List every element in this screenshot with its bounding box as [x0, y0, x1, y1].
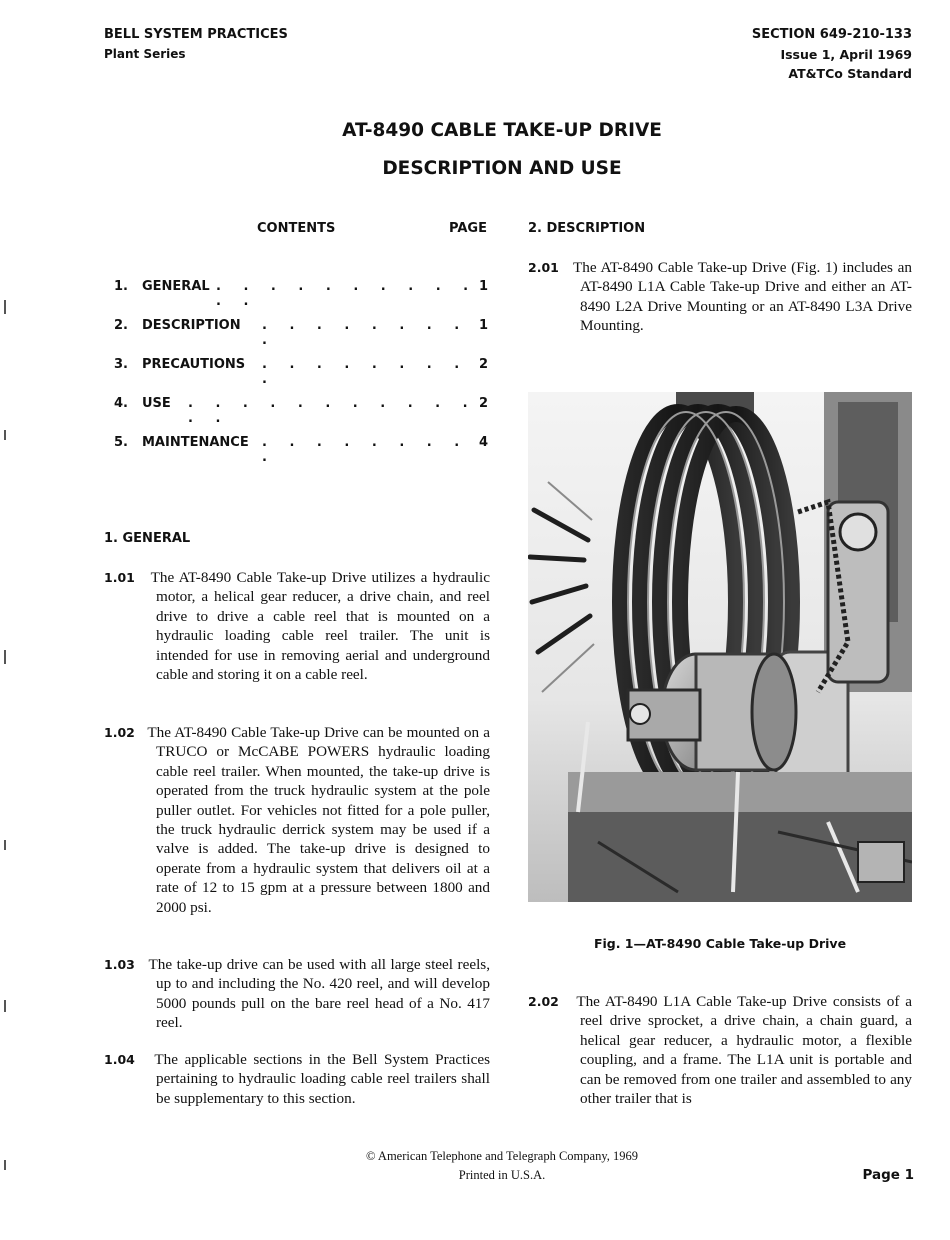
scan-mark	[4, 1160, 6, 1170]
toc-entry-page: 1	[478, 279, 488, 294]
toc-entry-title: USE	[142, 396, 171, 411]
paragraph-1-01	[104, 568, 490, 684]
section-number: SECTION 649-210-133	[751, 27, 912, 42]
paragraph-2-02	[528, 992, 912, 1108]
paragraph-1-04	[104, 1050, 490, 1108]
paragraph-text: The AT-8490 L1A Cable Take-up Drive consists of a reel drive sprocket, a drive chain, a chain guard, a helical gear reducer, a hydraulic motor, a flexible coupling, and a frame. The L1A unit is portable and can be removed from one trailer and assembled to any other trailer that is	[576, 993, 912, 1108]
paragraph-1-02	[104, 723, 490, 917]
document-subtitle: DESCRIPTION AND USE	[382, 158, 622, 179]
toc-entry-number: 1.	[114, 279, 128, 294]
scan-mark	[4, 430, 6, 440]
scan-mark	[4, 650, 6, 664]
toc-leader-dots: . . . . . . . . . . . .	[216, 279, 478, 309]
toc-entry-page: 4	[478, 435, 488, 450]
contents-page-heading: PAGE	[449, 221, 487, 236]
paragraph-number: 2.02	[528, 994, 559, 1009]
section-heading-description: 2. DESCRIPTION	[528, 221, 646, 236]
toc-entry-title: GENERAL	[142, 279, 210, 294]
section-heading-general: 1. GENERAL	[104, 531, 191, 546]
figure-1-caption: Fig. 1—AT-8490 Cable Take-up Drive	[593, 936, 847, 951]
toc-entry-number: 4.	[114, 396, 128, 411]
page-number: Page 1	[862, 1167, 914, 1183]
toc-entry-title: PRECAUTIONS	[142, 357, 246, 372]
paragraph-text: The AT-8490 Cable Take-up Drive can be mounted on a TRUCO or McCABE POWERS hydraulic loading cable reel trailer. When mounted, the take-up drive is operated from the truck hydraulic system at the pole puller outlet. For vehicles not fitted for a pole puller, the truck hydraulic derrick system may be used if a valve is added. The take-up drive is designed to operate from a hydraulic system that delivers oil at a rate of 12 to 15 gpm at a pressure between 1800 and 2000 psi.	[147, 724, 491, 916]
printed-in-notice: Printed in U.S.A.	[458, 1168, 546, 1182]
copyright-notice: © American Telephone and Telegraph Company, 1969	[365, 1149, 639, 1163]
plant-series-label: Plant Series	[104, 47, 186, 61]
standard-label: AT&TCo Standard	[788, 66, 912, 81]
paragraph-text: The take-up drive can be used with all large steel reels, up to and including the No. 420 reel, and will develop 5000 pounds pull on the bare reel head of a No. 417 reel.	[148, 956, 491, 1032]
paragraph-number: 1.03	[104, 957, 135, 972]
issue-date: Issue 1, April 1969	[780, 47, 912, 62]
toc-leader-dots: . . . . . . . . .	[262, 435, 469, 465]
toc-entry[interactable]	[114, 279, 492, 309]
paragraph-1-03	[104, 955, 490, 1033]
paragraph-2-01	[528, 258, 912, 336]
toc-entry[interactable]	[114, 318, 492, 348]
paragraph-text: The applicable sections in the Bell System Practices pertaining to hydraulic loading cable reel trailers shall be supplementary to this section.	[154, 1051, 490, 1107]
paragraph-number: 2.01	[528, 260, 559, 275]
document-title: AT-8490 CABLE TAKE-UP DRIVE	[342, 120, 662, 141]
paragraph-number: 1.04	[104, 1052, 135, 1067]
practice-series-title: BELL SYSTEM PRACTICES	[104, 27, 288, 42]
paragraph-number: 1.01	[104, 570, 135, 585]
toc-leader-dots: . . . . . . . . . . . . .	[188, 396, 477, 426]
toc-entry[interactable]	[114, 357, 492, 387]
toc-entry[interactable]	[114, 396, 492, 426]
toc-entry-number: 2.	[114, 318, 128, 333]
toc-entry[interactable]	[114, 435, 492, 465]
toc-entry-number: 5.	[114, 435, 128, 450]
toc-entry-title: DESCRIPTION	[142, 318, 241, 333]
paragraph-text: The AT-8490 Cable Take-up Drive utilizes a hydraulic motor, a helical gear reducer, a drive chain, and reel drive to drive a cable reel that is mounted on a hydraulic loading cable reel trailer. The unit is intended for use in removing aerial and underground cable and storing it on a cable reel.	[150, 569, 490, 684]
scan-mark	[4, 1000, 6, 1012]
toc-leader-dots: . . . . . . . . .	[262, 357, 469, 387]
paragraph-number: 1.02	[104, 725, 135, 740]
toc-entry-page: 2	[478, 357, 488, 372]
toc-entry-page: 2	[478, 396, 488, 411]
paragraph-text: The AT-8490 Cable Take-up Drive (Fig. 1) includes an AT-8490 L1A Cable Take-up Drive and either an AT-8490 L2A Drive Mounting or an AT-8490 L3A Drive Mounting.	[572, 259, 913, 335]
scan-mark	[4, 840, 6, 850]
figure-1-photo	[528, 392, 912, 902]
toc-entry-title: MAINTENANCE	[142, 435, 249, 450]
toc-entry-page: 1	[478, 318, 488, 333]
toc-entry-number: 3.	[114, 357, 128, 372]
contents-heading: CONTENTS	[257, 221, 336, 236]
cable-take-up-drive-photo	[528, 392, 912, 902]
scan-mark	[4, 300, 6, 314]
toc-leader-dots: . . . . . . . . .	[262, 318, 469, 348]
